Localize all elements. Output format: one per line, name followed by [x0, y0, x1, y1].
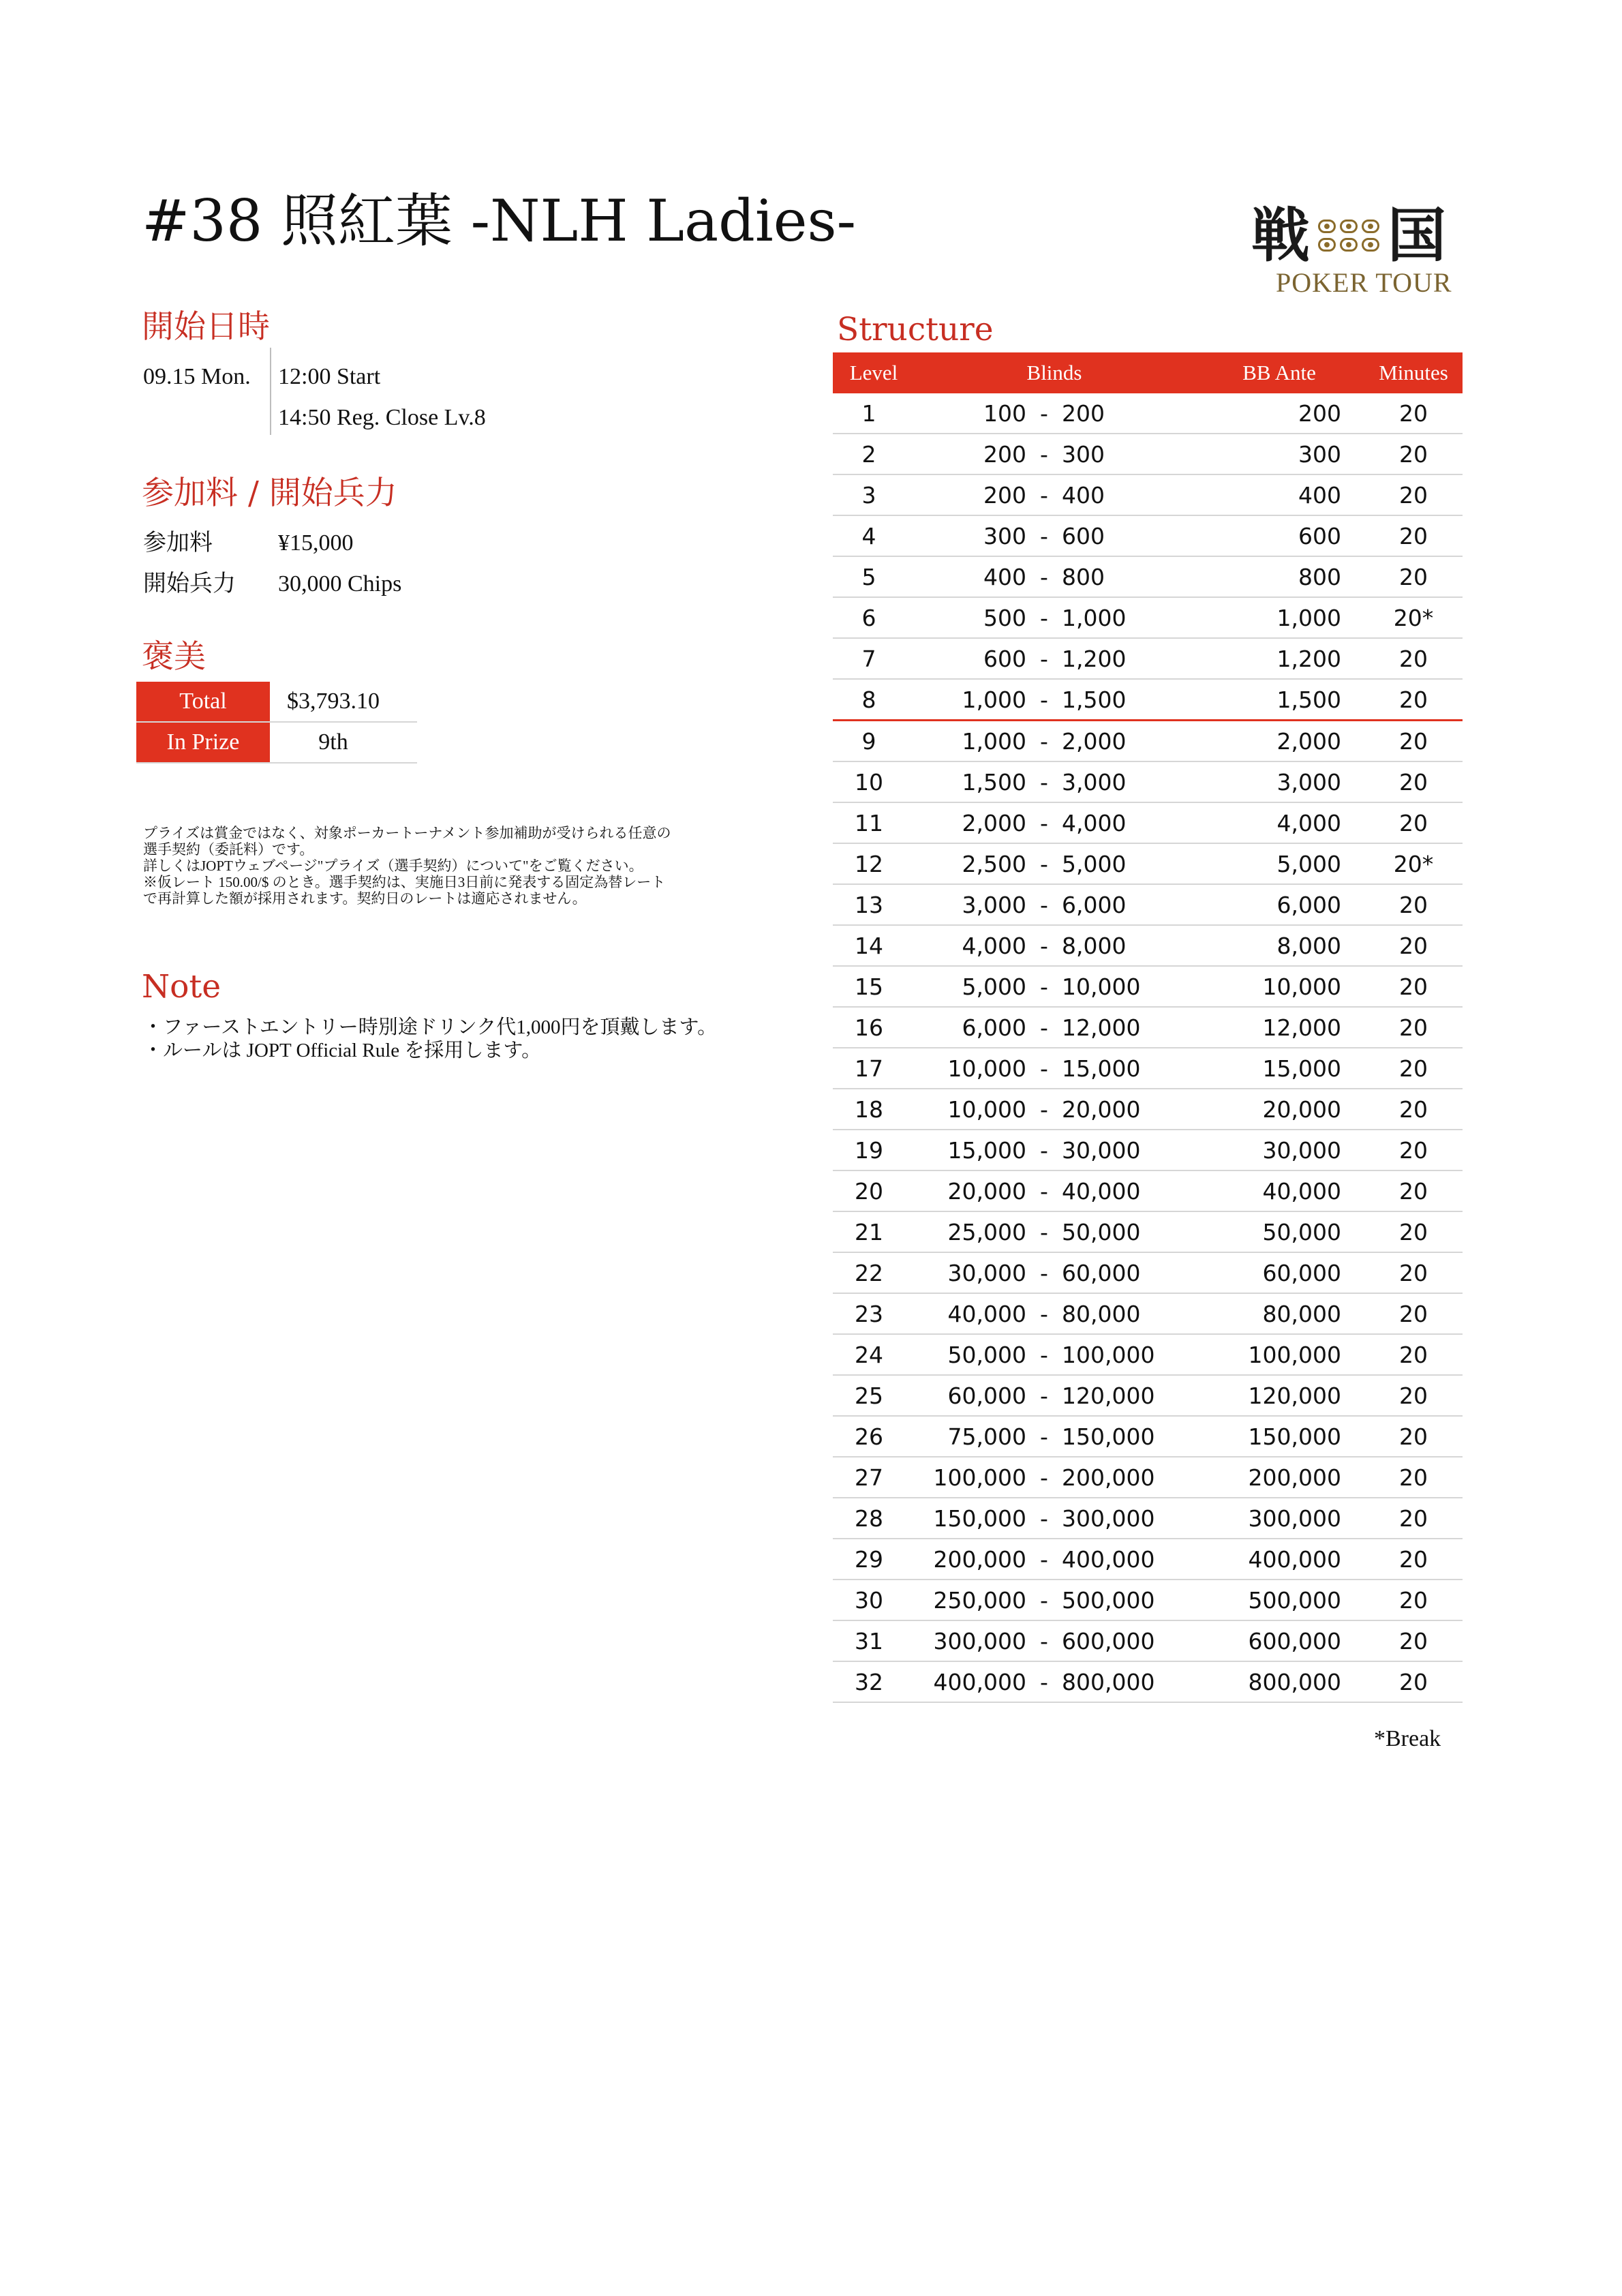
structure-row [833, 721, 1463, 762]
big-blind-cell: 6,000 [1058, 884, 1194, 925]
structure-row [833, 638, 1463, 679]
small-blind-cell: 100 [915, 393, 1030, 434]
disclaimer-line: 選手契約（委託料）です。 [143, 841, 314, 858]
minutes-cell: 20 [1364, 1580, 1463, 1620]
minutes-cell: 20 [1364, 1375, 1463, 1416]
big-blind-cell: 400,000 [1058, 1539, 1194, 1580]
blind-separator: - [1030, 1089, 1058, 1130]
bb-ante-cell: 500,000 [1194, 1580, 1364, 1620]
small-blind-cell: 300 [915, 515, 1030, 556]
big-blind-cell: 4,000 [1058, 802, 1194, 843]
blind-separator: - [1030, 1007, 1058, 1048]
minutes-cell: 20 [1364, 721, 1463, 762]
small-blind-cell: 6,000 [915, 1007, 1030, 1048]
stack-label: 開始兵力 [143, 571, 236, 596]
bb-ante-cell: 12,000 [1194, 1007, 1364, 1048]
disclaimer-line: ※仮レート 150.00/$ のとき。選手契約は、実施日3日前に発表する固定為替レート [143, 874, 666, 890]
small-blind-cell: 60,000 [915, 1375, 1030, 1416]
structure-row [833, 1252, 1463, 1293]
minutes-cell: 20 [1364, 1457, 1463, 1498]
small-blind-cell: 400 [915, 556, 1030, 597]
level-cell: 6 [833, 597, 915, 638]
fee-label: 参加料 [143, 530, 213, 556]
bb-ante-cell: 150,000 [1194, 1416, 1364, 1457]
big-blind-cell: 600 [1058, 515, 1194, 556]
big-blind-cell: 400 [1058, 474, 1194, 515]
bb-ante-cell: 20,000 [1194, 1089, 1364, 1130]
blind-separator: - [1030, 884, 1058, 925]
structure-row [833, 843, 1463, 884]
small-blind-cell: 40,000 [915, 1293, 1030, 1334]
minutes-cell: 20* [1364, 597, 1463, 638]
minutes-cell: 20 [1364, 1007, 1463, 1048]
small-blind-cell: 50,000 [915, 1334, 1030, 1375]
note-line: ・ルールは JOPT Official Rule を採用します。 [143, 1040, 542, 1061]
level-cell: 25 [833, 1375, 915, 1416]
blind-separator: - [1030, 1661, 1058, 1702]
level-cell: 19 [833, 1130, 915, 1170]
structure-row [833, 515, 1463, 556]
structure-row [833, 597, 1463, 638]
small-blind-cell: 15,000 [915, 1130, 1030, 1170]
structure-row [833, 1007, 1463, 1048]
small-blind-cell: 10,000 [915, 1089, 1030, 1130]
note-list [143, 1016, 717, 1062]
structure-row [833, 1375, 1463, 1416]
big-blind-cell: 800,000 [1058, 1661, 1194, 1702]
level-cell: 31 [833, 1620, 915, 1661]
structure-row [833, 966, 1463, 1007]
prize-in-prize-value: 9th [270, 722, 417, 763]
structure-header-row [833, 352, 1463, 393]
structure-row [833, 1580, 1463, 1620]
blind-separator: - [1030, 1334, 1058, 1375]
structure-table [833, 352, 1463, 1703]
level-cell: 26 [833, 1416, 915, 1457]
bb-ante-cell: 6,000 [1194, 884, 1364, 925]
small-blind-cell: 200 [915, 434, 1030, 474]
structure-row [833, 1089, 1463, 1130]
level-cell: 20 [833, 1170, 915, 1211]
prize-disclaimer [143, 825, 671, 907]
big-blind-cell: 60,000 [1058, 1252, 1194, 1293]
fee-value: ¥15,000 [278, 530, 354, 556]
big-blind-cell: 30,000 [1058, 1130, 1194, 1170]
minutes-cell: 20 [1364, 515, 1463, 556]
small-blind-cell: 20,000 [915, 1170, 1030, 1211]
structure-row [833, 802, 1463, 843]
minutes-cell: 20 [1364, 1661, 1463, 1702]
col-blinds: Blinds [915, 352, 1194, 393]
level-cell: 14 [833, 925, 915, 966]
big-blind-cell: 200,000 [1058, 1457, 1194, 1498]
minutes-cell: 20 [1364, 679, 1463, 721]
small-blind-cell: 250,000 [915, 1580, 1030, 1620]
structure-row [833, 1334, 1463, 1375]
blind-separator: - [1030, 1416, 1058, 1457]
fee-heading: 参加料 / 開始兵力 [142, 474, 397, 512]
prize-in-prize-label: In Prize [136, 722, 270, 763]
minutes-cell: 20 [1364, 393, 1463, 434]
level-cell: 16 [833, 1007, 915, 1048]
small-blind-cell: 10,000 [915, 1048, 1030, 1089]
structure-heading: Structure [837, 311, 994, 348]
blind-separator: - [1030, 597, 1058, 638]
bb-ante-cell: 600 [1194, 515, 1364, 556]
big-blind-cell: 100,000 [1058, 1334, 1194, 1375]
bb-ante-cell: 30,000 [1194, 1130, 1364, 1170]
minutes-cell: 20 [1364, 802, 1463, 843]
level-cell: 7 [833, 638, 915, 679]
blind-separator: - [1030, 1457, 1058, 1498]
minutes-cell: 20 [1364, 1252, 1463, 1293]
big-blind-cell: 1,500 [1058, 679, 1194, 721]
big-blind-cell: 40,000 [1058, 1170, 1194, 1211]
big-blind-cell: 150,000 [1058, 1416, 1194, 1457]
bb-ante-cell: 1,500 [1194, 679, 1364, 721]
blind-separator: - [1030, 1211, 1058, 1252]
structure-row [833, 1539, 1463, 1580]
small-blind-cell: 25,000 [915, 1211, 1030, 1252]
minutes-cell: 20 [1364, 1334, 1463, 1375]
big-blind-cell: 8,000 [1058, 925, 1194, 966]
blind-separator: - [1030, 679, 1058, 721]
blind-separator: - [1030, 515, 1058, 556]
small-blind-cell: 2,500 [915, 843, 1030, 884]
big-blind-cell: 1,000 [1058, 597, 1194, 638]
small-blind-cell: 200,000 [915, 1539, 1030, 1580]
bb-ante-cell: 800,000 [1194, 1661, 1364, 1702]
prize-heading: 褒美 [142, 638, 206, 676]
disclaimer-line: 詳しくはJOPTウェブページ"プライズ（選手契約）について"をご覧ください。 [143, 858, 643, 874]
level-cell: 24 [833, 1334, 915, 1375]
bb-ante-cell: 1,000 [1194, 597, 1364, 638]
structure-row [833, 679, 1463, 721]
level-cell: 27 [833, 1457, 915, 1498]
level-cell: 8 [833, 679, 915, 721]
big-blind-cell: 5,000 [1058, 843, 1194, 884]
structure-row [833, 1457, 1463, 1498]
minutes-cell: 20 [1364, 556, 1463, 597]
blind-separator: - [1030, 1130, 1058, 1170]
big-blind-cell: 15,000 [1058, 1048, 1194, 1089]
minutes-cell: 20 [1364, 474, 1463, 515]
minutes-cell: 20 [1364, 1539, 1463, 1580]
big-blind-cell: 10,000 [1058, 966, 1194, 1007]
small-blind-cell: 150,000 [915, 1498, 1030, 1539]
big-blind-cell: 3,000 [1058, 761, 1194, 802]
col-level: Level [833, 352, 915, 393]
bb-ante-cell: 400,000 [1194, 1539, 1364, 1580]
level-cell: 17 [833, 1048, 915, 1089]
small-blind-cell: 4,000 [915, 925, 1030, 966]
start-date: 09.15 Mon. [143, 364, 251, 389]
bb-ante-cell: 300 [1194, 434, 1364, 474]
level-cell: 4 [833, 515, 915, 556]
minutes-cell: 20 [1364, 1498, 1463, 1539]
sengoku-poker-tour-logo [1251, 201, 1456, 300]
note-heading: Note [142, 968, 221, 1006]
big-blind-cell: 2,000 [1058, 721, 1194, 762]
small-blind-cell: 2,000 [915, 802, 1030, 843]
big-blind-cell: 300 [1058, 434, 1194, 474]
level-cell: 21 [833, 1211, 915, 1252]
small-blind-cell: 3,000 [915, 884, 1030, 925]
level-cell: 12 [833, 843, 915, 884]
level-cell: 23 [833, 1293, 915, 1334]
level-cell: 28 [833, 1498, 915, 1539]
big-blind-cell: 1,200 [1058, 638, 1194, 679]
bb-ante-cell: 10,000 [1194, 966, 1364, 1007]
blind-separator: - [1030, 721, 1058, 762]
disclaimer-line: プライズは賞金ではなく、対象ポーカートーナメント参加補助が受けられる任意の [143, 825, 671, 841]
blind-separator: - [1030, 1048, 1058, 1089]
small-blind-cell: 1,000 [915, 679, 1030, 721]
blind-separator: - [1030, 1170, 1058, 1211]
big-blind-cell: 80,000 [1058, 1293, 1194, 1334]
blind-separator: - [1030, 802, 1058, 843]
start-divider [270, 348, 271, 435]
minutes-cell: 20 [1364, 966, 1463, 1007]
start-time: 12:00 Start [278, 364, 381, 389]
stack-value: 30,000 Chips [278, 571, 402, 596]
level-cell: 32 [833, 1661, 915, 1702]
break-legend: *Break [1374, 1726, 1441, 1751]
blind-separator: - [1030, 1252, 1058, 1293]
prize-total-value: $3,793.10 [270, 682, 417, 722]
minutes-cell: 20 [1364, 1620, 1463, 1661]
level-cell: 15 [833, 966, 915, 1007]
col-bb-ante: BB Ante [1194, 352, 1364, 393]
level-cell: 11 [833, 802, 915, 843]
bb-ante-cell: 4,000 [1194, 802, 1364, 843]
level-cell: 13 [833, 884, 915, 925]
big-blind-cell: 120,000 [1058, 1375, 1194, 1416]
bb-ante-cell: 600,000 [1194, 1620, 1364, 1661]
blind-separator: - [1030, 1498, 1058, 1539]
blind-separator: - [1030, 966, 1058, 1007]
minutes-cell: 20 [1364, 925, 1463, 966]
level-cell: 9 [833, 721, 915, 762]
blind-separator: - [1030, 638, 1058, 679]
blind-separator: - [1030, 556, 1058, 597]
level-cell: 3 [833, 474, 915, 515]
small-blind-cell: 600 [915, 638, 1030, 679]
prize-row-total [136, 682, 417, 722]
structure-row [833, 1416, 1463, 1457]
bb-ante-cell: 50,000 [1194, 1211, 1364, 1252]
blind-separator: - [1030, 434, 1058, 474]
bb-ante-cell: 2,000 [1194, 721, 1364, 762]
big-blind-cell: 12,000 [1058, 1007, 1194, 1048]
structure-row [833, 925, 1463, 966]
big-blind-cell: 300,000 [1058, 1498, 1194, 1539]
blind-separator: - [1030, 474, 1058, 515]
minutes-cell: 20 [1364, 884, 1463, 925]
structure-row [833, 1498, 1463, 1539]
page-title: #38 照紅葉 -NLH Ladies- [142, 187, 856, 254]
minutes-cell: 20 [1364, 761, 1463, 802]
blind-separator: - [1030, 1580, 1058, 1620]
level-cell: 30 [833, 1580, 915, 1620]
bb-ante-cell: 5,000 [1194, 843, 1364, 884]
big-blind-cell: 600,000 [1058, 1620, 1194, 1661]
minutes-cell: 20 [1364, 1089, 1463, 1130]
bb-ante-cell: 120,000 [1194, 1375, 1364, 1416]
bb-ante-cell: 400 [1194, 474, 1364, 515]
minutes-cell: 20 [1364, 1211, 1463, 1252]
minutes-cell: 20 [1364, 638, 1463, 679]
level-cell: 1 [833, 393, 915, 434]
structure-row [833, 1048, 1463, 1089]
prize-table [136, 682, 417, 764]
blind-separator: - [1030, 843, 1058, 884]
minutes-cell: 20 [1364, 434, 1463, 474]
small-blind-cell: 1,000 [915, 721, 1030, 762]
bb-ante-cell: 200,000 [1194, 1457, 1364, 1498]
small-blind-cell: 100,000 [915, 1457, 1030, 1498]
bb-ante-cell: 3,000 [1194, 761, 1364, 802]
minutes-cell: 20 [1364, 1170, 1463, 1211]
bb-ante-cell: 300,000 [1194, 1498, 1364, 1539]
blind-separator: - [1030, 1375, 1058, 1416]
level-cell: 10 [833, 761, 915, 802]
blind-separator: - [1030, 393, 1058, 434]
note-line: ・ファーストエントリー時別途ドリンク代1,000円を頂戴します。 [143, 1016, 718, 1038]
minutes-cell: 20 [1364, 1416, 1463, 1457]
bb-ante-cell: 60,000 [1194, 1252, 1364, 1293]
structure-row [833, 556, 1463, 597]
blind-separator: - [1030, 761, 1058, 802]
small-blind-cell: 300,000 [915, 1620, 1030, 1661]
blind-separator: - [1030, 1620, 1058, 1661]
structure-row [833, 1170, 1463, 1211]
blind-separator: - [1030, 1539, 1058, 1580]
big-blind-cell: 20,000 [1058, 1089, 1194, 1130]
big-blind-cell: 50,000 [1058, 1211, 1194, 1252]
structure-row [833, 761, 1463, 802]
bb-ante-cell: 200 [1194, 393, 1364, 434]
structure-row [833, 1620, 1463, 1661]
small-blind-cell: 5,000 [915, 966, 1030, 1007]
bb-ante-cell: 80,000 [1194, 1293, 1364, 1334]
prize-row-in-prize [136, 722, 417, 763]
small-blind-cell: 1,500 [915, 761, 1030, 802]
start-heading: 開始日時 [142, 308, 270, 346]
small-blind-cell: 500 [915, 597, 1030, 638]
bb-ante-cell: 15,000 [1194, 1048, 1364, 1089]
minutes-cell: 20 [1364, 1130, 1463, 1170]
reg-close-time: 14:50 Reg. Close Lv.8 [278, 405, 486, 430]
big-blind-cell: 800 [1058, 556, 1194, 597]
minutes-cell: 20 [1364, 1048, 1463, 1089]
blind-separator: - [1030, 925, 1058, 966]
big-blind-cell: 500,000 [1058, 1580, 1194, 1620]
bb-ante-cell: 40,000 [1194, 1170, 1364, 1211]
logo-kanji-sen: 戦 [1251, 201, 1310, 270]
level-cell: 22 [833, 1252, 915, 1293]
blind-separator: - [1030, 1293, 1058, 1334]
small-blind-cell: 200 [915, 474, 1030, 515]
structure-row [833, 1661, 1463, 1702]
structure-row [833, 434, 1463, 474]
structure-body [833, 393, 1463, 1702]
structure-row [833, 1211, 1463, 1252]
card-suit-dots-icon [1318, 220, 1383, 254]
structure-row [833, 393, 1463, 434]
minutes-cell: 20 [1364, 1293, 1463, 1334]
bb-ante-cell: 8,000 [1194, 925, 1364, 966]
level-cell: 2 [833, 434, 915, 474]
structure-row [833, 1293, 1463, 1334]
bb-ante-cell: 1,200 [1194, 638, 1364, 679]
structure-row [833, 884, 1463, 925]
big-blind-cell: 200 [1058, 393, 1194, 434]
level-cell: 5 [833, 556, 915, 597]
prize-total-label: Total [136, 682, 270, 722]
bb-ante-cell: 100,000 [1194, 1334, 1364, 1375]
col-minutes: Minutes [1364, 352, 1463, 393]
minutes-cell: 20* [1364, 843, 1463, 884]
bb-ante-cell: 800 [1194, 556, 1364, 597]
level-cell: 29 [833, 1539, 915, 1580]
disclaimer-line: で再計算した額が採用されます。契約日のレートは適応されません。 [143, 890, 587, 907]
level-cell: 18 [833, 1089, 915, 1130]
logo-text: POKER TOUR [1276, 267, 1452, 298]
structure-row [833, 1130, 1463, 1170]
small-blind-cell: 75,000 [915, 1416, 1030, 1457]
logo-kanji-koku: 国 [1388, 201, 1446, 270]
structure-row [833, 474, 1463, 515]
small-blind-cell: 400,000 [915, 1661, 1030, 1702]
small-blind-cell: 30,000 [915, 1252, 1030, 1293]
